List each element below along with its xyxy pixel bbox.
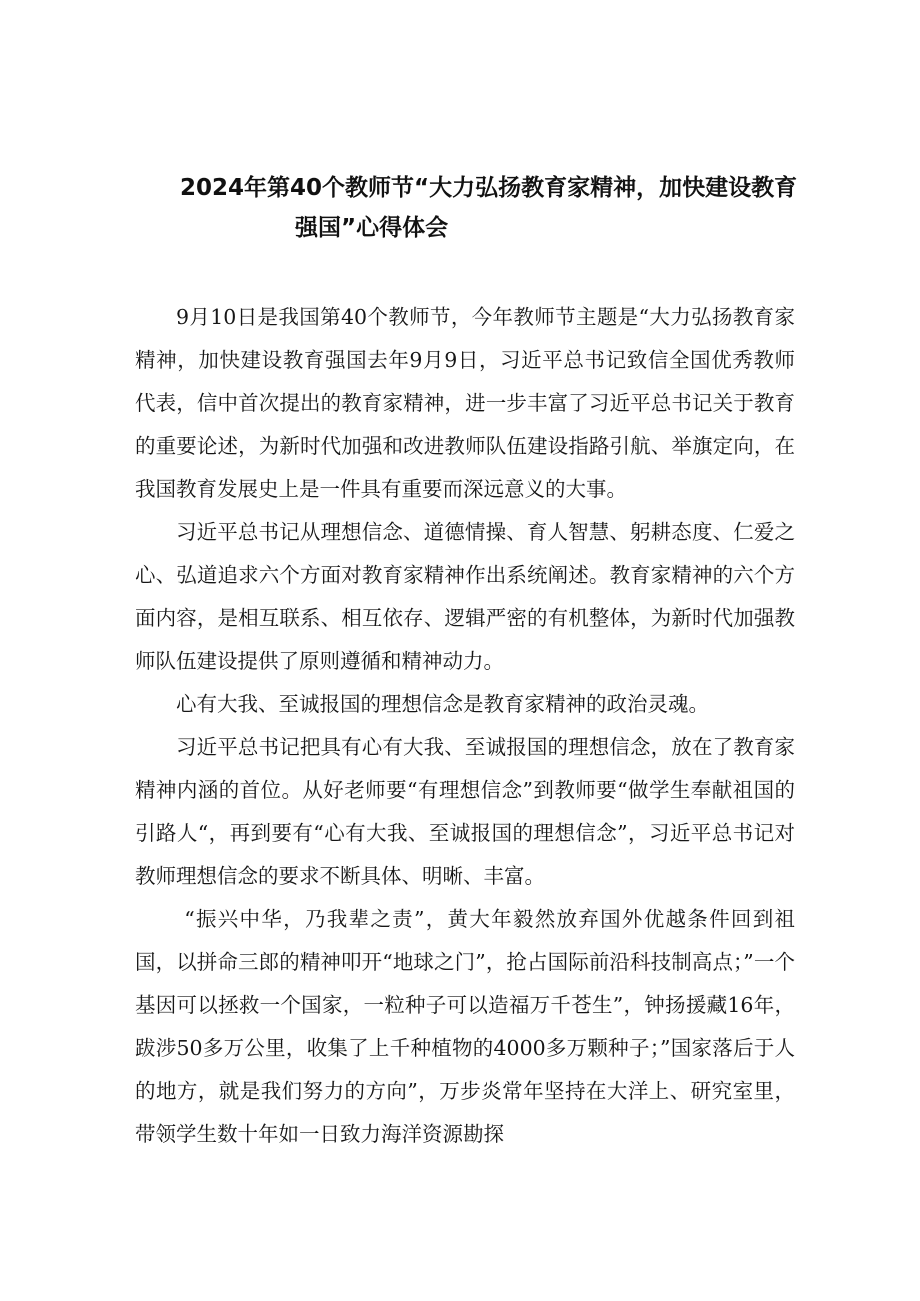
paragraph: 9月10日是我国第40个教师节，今年教师节主题是“大力弘扬教育家精神，加快建设教育强国去年9月9日，习近平总书记致信全国优秀教师代表，信中首次提出的教育家精神，进一步丰富了习近平总书记关于教育的重要论述，为新时代加强和改进教师队伍建设指路引航、举旗定向，在我国教育发展史上是一件具有重要而深远意义的大事。 (135, 305, 795, 501)
paragraph: 心有大我、至诚报国的理想信念是教育家精神的政治灵魂。 (176, 692, 709, 716)
paragraph: “振兴中华，乃我辈之责”，黄大年毅然放弃国外优越条件回到祖国，以拼命三郎的精神叩开“地球之门”，抢占国际前沿科技制高点；”一个基因可以拯救一个国家，一粒种子可以造福万千苍生”，钟扬援藏16年，跋涉50多万公里，收集了上千种植物的4000多万颗种子；”国家落后于人的地方，就是我们努力的方向”，万步炎常年坚持在大洋上、研究室里，带领学生数十年如一日致力海洋资源勘探 (135, 907, 795, 1146)
title-line-1: 2024年第40个教师节“大力弘扬教育家精神，加快建设教育 (180, 175, 798, 201)
title-line-2: 强国”心得体会 (295, 215, 449, 241)
document-body (135, 296, 795, 1156)
paragraph: 习近平总书记把具有心有大我、至诚报国的理想信念，放在了教育家精神内涵的首位。从好老师要“有理想信念”到教师要“做学生奉献祖国的引路人“，再到要有“心有大我、至诚报国的理想信念”，习近平总书记对教师理想信念的要求不断具体、明晰、丰富。 (135, 735, 795, 888)
document-title (135, 168, 798, 248)
paragraph: 习近平总书记从理想信念、道德情操、育人智慧、躬耕态度、仁爱之心、弘道追求六个方面对教育家精神作出系统阐述。教育家精神的六个方面内容，是相互联系、相互依存、逻辑严密的有机整体，为新时代加强教师队伍建设提供了原则遵循和精神动力。 (135, 520, 795, 673)
